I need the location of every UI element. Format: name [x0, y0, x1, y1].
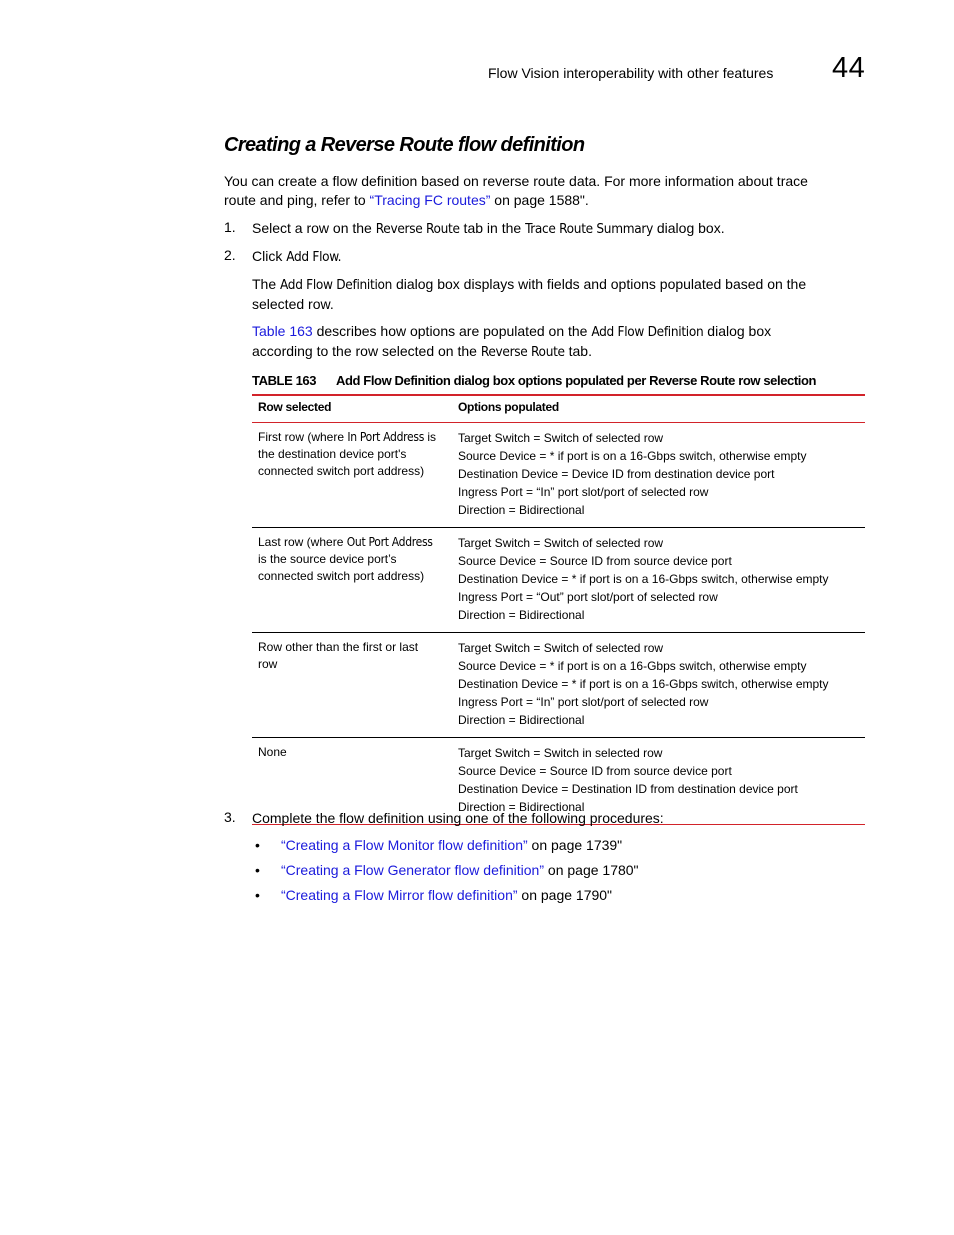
option-line: Target Switch = Switch of selected row	[458, 536, 664, 550]
reverse-route-tab-ref: Reverse Route	[375, 221, 460, 237]
flow-generator-link[interactable]: “Creating a Flow Generator flow definition”	[281, 862, 545, 878]
step-2-ref-c: according to the row selected on the	[252, 343, 481, 359]
list-item	[255, 837, 623, 853]
step-3-text: Complete the flow definition using one of the following procedures:	[252, 810, 664, 826]
table-row	[252, 528, 865, 633]
flow-monitor-link[interactable]: “Creating a Flow Monitor flow definition”	[281, 837, 528, 853]
row-text: First row (where	[258, 430, 348, 444]
options-cell	[452, 633, 865, 738]
list-item	[255, 887, 613, 903]
bullet-icon: •	[255, 862, 260, 878]
option-line: Destination Device = * if port is on a 16-Gbps switch, otherwise empty	[458, 677, 829, 691]
header-row-selected: Row selected	[252, 395, 452, 423]
add-flow-definition-ref: Add Flow Definition	[280, 277, 393, 293]
list-item	[255, 862, 639, 878]
row-text: is	[424, 430, 437, 444]
option-line: Direction = Bidirectional	[458, 608, 585, 622]
option-line: Ingress Port = “In” port slot/port of selected row	[458, 485, 709, 499]
step-1-text	[252, 219, 864, 239]
page-ref: on page 1780"	[544, 862, 639, 878]
header-options-populated: Options populated	[452, 395, 865, 423]
table-title: Add Flow Definition dialog box options populated per Reverse Route row selection	[336, 373, 817, 388]
flow-mirror-link[interactable]: “Creating a Flow Mirror flow definition”	[281, 887, 518, 903]
option-line: Target Switch = Switch of selected row	[458, 641, 664, 655]
options-table	[252, 394, 865, 825]
row-text: row	[258, 657, 278, 671]
step-2-desc-b: dialog box displays with fields and options populated based on the	[392, 276, 807, 292]
option-line: Destination Device = Destination ID from destination device port	[458, 782, 798, 796]
row-text: Last row (where	[258, 535, 347, 549]
bullet-icon: •	[255, 837, 260, 853]
option-line: Source Device = Source ID from source device port	[458, 764, 732, 778]
table-163-link[interactable]: Table 163	[252, 323, 313, 339]
options-cell	[452, 528, 865, 633]
option-line: Ingress Port = “In” port slot/port of selected row	[458, 695, 709, 709]
option-line: Source Device = * if port is on a 16-Gbps switch, otherwise empty	[458, 659, 807, 673]
table-row	[252, 633, 865, 738]
page-ref: on page 1739"	[527, 837, 623, 853]
step-2-description	[252, 275, 864, 314]
step-2-desc-a: The	[252, 276, 281, 292]
bullet-icon: •	[255, 887, 260, 903]
option-line: Destination Device = * if port is on a 16-Gbps switch, otherwise empty	[458, 572, 829, 586]
step-2-ref-b: dialog box	[703, 323, 772, 339]
add-flow-button-ref: Add Flow.	[286, 249, 342, 265]
option-line: Direction = Bidirectional	[458, 800, 585, 814]
options-cell	[452, 423, 865, 528]
tracing-fc-routes-link[interactable]: “Tracing FC routes”	[369, 192, 491, 208]
step-2-table-reference	[252, 322, 864, 362]
step-1-text-c: dialog box.	[652, 220, 725, 236]
table-caption	[252, 373, 816, 388]
option-line: Target Switch = Switch in selected row	[458, 746, 663, 760]
intro-text-line1: You can create a flow definition based on reverse route data. For more information about trace	[224, 173, 808, 189]
add-flow-definition-ref-2: Add Flow Definition	[591, 324, 704, 340]
option-line: Destination Device = Device ID from destination device port	[458, 467, 775, 481]
row-text: None	[258, 745, 287, 759]
row-text: Row other than the first or last	[258, 640, 419, 654]
page-ref: on page 1790"	[517, 887, 613, 903]
table-label: TABLE 163	[252, 373, 317, 388]
option-line: Direction = Bidirectional	[458, 503, 585, 517]
step-1-text-a: Select a row on the	[252, 220, 376, 236]
section-title: Creating a Reverse Route flow definition	[224, 134, 585, 156]
row-selected-cell	[252, 423, 452, 528]
option-line: Source Device = * if port is on a 16-Gbps switch, otherwise empty	[458, 449, 807, 463]
intro-text-line2: route and ping, refer to	[224, 192, 370, 208]
step-2-number: 2.	[224, 247, 236, 263]
in-port-address-ref: In Port Address	[347, 430, 425, 444]
step-3-number: 3.	[224, 809, 236, 825]
row-selected-cell	[252, 633, 452, 738]
row-text: is the source device port’s	[258, 552, 397, 566]
intro-paragraph	[224, 172, 864, 210]
step-1-number: 1.	[224, 219, 236, 235]
out-port-address-ref: Out Port Address	[346, 535, 433, 549]
table-header-row	[252, 395, 865, 423]
reverse-route-tab-ref-2: Reverse Route	[480, 344, 565, 360]
step-2-ref-d: tab.	[564, 343, 592, 359]
step-2-text-a: Click	[252, 248, 287, 264]
chapter-number: 44	[832, 52, 866, 84]
step-2-ref-a: describes how options are populated on the	[312, 323, 592, 339]
option-line: Source Device = Source ID from source device port	[458, 554, 732, 568]
row-text: connected switch port address)	[258, 464, 425, 478]
step-1-text-b: tab in the	[459, 220, 526, 236]
row-selected-cell	[252, 528, 452, 633]
step-2-desc-c: selected row.	[252, 296, 334, 312]
trace-route-summary-ref: Trace Route Summary	[525, 221, 653, 237]
row-text: connected switch port address)	[258, 569, 425, 583]
option-line: Direction = Bidirectional	[458, 713, 585, 727]
option-line: Ingress Port = “Out” port slot/port of selected row	[458, 590, 718, 604]
running-header-title: Flow Vision interoperability with other features	[488, 65, 774, 81]
step-2-text	[252, 247, 864, 267]
option-line: Target Switch = Switch of selected row	[458, 431, 664, 445]
intro-page-ref: on page 1588".	[490, 192, 589, 208]
row-text: the destination device port's	[258, 447, 407, 461]
table-row	[252, 423, 865, 528]
